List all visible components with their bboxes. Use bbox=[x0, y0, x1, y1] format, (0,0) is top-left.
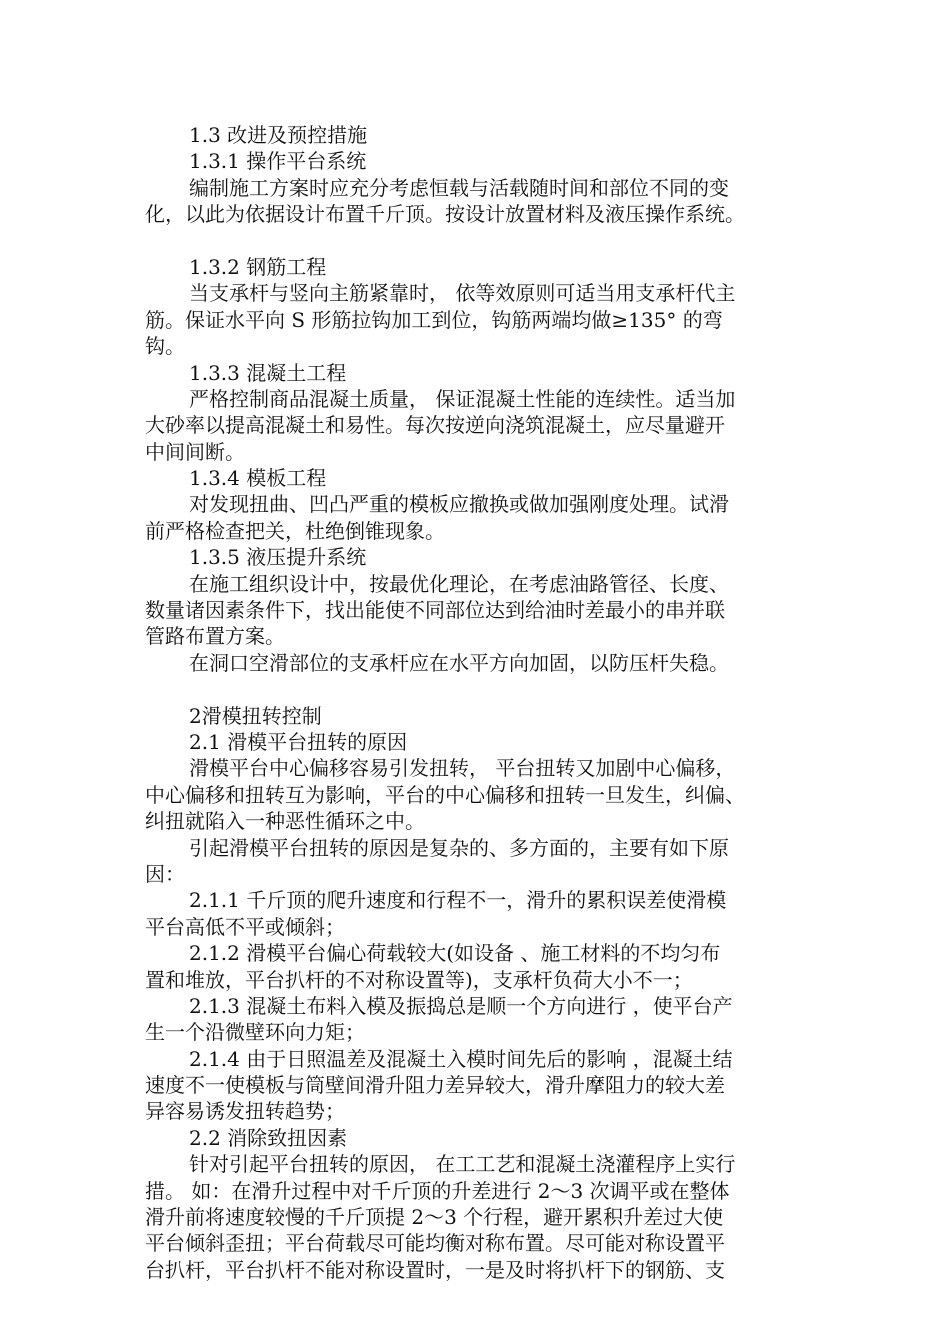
section-heading-1-3-2: 1.3.2 钢筋工程 bbox=[189, 254, 327, 279]
paragraph-line: 编制施工方案时应充分考虑恒载与活载随时间和部位不同的变 bbox=[189, 175, 729, 200]
section-heading-1-3: 1.3 改进及预控措施 bbox=[189, 123, 368, 147]
paragraph-line: 中间间断。 bbox=[145, 439, 245, 464]
paragraph-line: 在施工组织设计中，按最优化理论，在考虑油路管径、长度、 bbox=[189, 571, 729, 596]
paragraph-line: 针对引起平台扭转的原因， 在工工艺和混凝土浇灌程序上实行 bbox=[189, 1152, 736, 1177]
paragraph-line: 数量诸因素条件下，找出能使不同部位达到给油时差最小的串并联 bbox=[145, 598, 725, 623]
paragraph-line: 滑升前将速度较慢的千斤顶提 2～3 个行程，避开累积升差过大使 bbox=[145, 1205, 724, 1230]
paragraph-line: 大砂率以提高混凝土和易性。每次按逆向浇筑混凝土，应尽量避开 bbox=[145, 413, 725, 438]
section-heading-1-3-4: 1.3.4 模板工程 bbox=[189, 466, 327, 491]
document-body bbox=[145, 122, 810, 1283]
paragraph-line: 化，以此为依据设计布置千斤顶。按设计放置材料及液压操作系统。 bbox=[145, 202, 745, 227]
paragraph-line: 引起滑模平台扭转的原因是复杂的、多方面的，主要有如下原 bbox=[189, 835, 729, 860]
paragraph-line: 平台高低不平或倾斜； bbox=[145, 914, 345, 939]
paragraph-line: 中心偏移和扭转互为影响，平台的中心偏移和扭转一旦发生，纠偏、 bbox=[145, 782, 745, 807]
paragraph-line: 2.1.2 滑模平台偏心荷载较大(如设备 、施工材料的不均匀布 bbox=[189, 941, 721, 966]
paragraph-line: 措。 如：在滑升过程中对千斤顶的升差进行 2～3 次调平或在整体 bbox=[145, 1178, 730, 1203]
paragraph-line: 2.1.4 由于日照温差及混凝土入模时间先后的影响 ，混凝土结 bbox=[189, 1046, 733, 1071]
section-heading-2-2: 2.2 消除致扭因素 bbox=[189, 1125, 348, 1150]
paragraph-line: 严格控制商品混凝土质量， 保证混凝土性能的连续性。适当加 bbox=[189, 386, 736, 411]
paragraph-line: 生一个沿微壁环向力矩； bbox=[145, 1020, 365, 1045]
paragraph-line: 台扒杆，平台扒杆不能对称设置时，一是及时将扒杆下的钢筋、支 bbox=[145, 1257, 725, 1282]
paragraph-line: 因： bbox=[145, 861, 185, 886]
section-heading-2-1: 2.1 滑模平台扭转的原因 bbox=[189, 729, 408, 754]
blank-line bbox=[145, 228, 810, 254]
section-heading-1-3-1: 1.3.1 操作平台系统 bbox=[189, 149, 367, 174]
blank-line bbox=[145, 676, 810, 702]
paragraph-line: 前严格检查把关，杜绝倒锥现象。 bbox=[145, 518, 445, 543]
section-heading-1-3-5: 1.3.5 液压提升系统 bbox=[189, 545, 367, 570]
section-heading-2: 2滑模扭转控制 bbox=[189, 703, 322, 728]
paragraph-line: 当支承杆与竖向主筋紧靠时， 依等效原则可适当用支承杆代主 bbox=[189, 281, 736, 306]
paragraph-line: 2.1.1 千斤顶的爬升速度和行程不一，滑升的累积误差使滑模 bbox=[189, 888, 727, 913]
paragraph-line: 对发现扭曲、凹凸严重的模板应撤换或做加强刚度处理。试滑 bbox=[189, 492, 729, 517]
paragraph-line: 在洞口空滑部位的支承杆应在水平方向加固，以防压杆失稳。 bbox=[189, 650, 729, 675]
paragraph-line: 管路布置方案。 bbox=[145, 624, 285, 649]
paragraph-line: 置和堆放，平台扒杆的不对称设置等)，支承杆负荷大小不一； bbox=[145, 967, 693, 992]
paragraph-line: 平台倾斜歪扭；平台荷载尽可能均衡对称布置。尽可能对称设置平 bbox=[145, 1231, 725, 1256]
section-heading-1-3-3: 1.3.3 混凝土工程 bbox=[189, 360, 347, 385]
paragraph-line: 筋。保证水平向 S 形筋拉钩加工到位，钩筋两端均做≥135° 的弯 bbox=[145, 307, 723, 332]
paragraph-line: 速度不一使模板与筒壁间滑升阻力差异较大，滑升摩阻力的较大差 bbox=[145, 1073, 725, 1098]
paragraph-line: 纠扭就陷入一种恶性循环之中。 bbox=[145, 809, 425, 834]
paragraph-line: 2.1.3 混凝土布料入模及振捣总是顺一个方向进行 ，使平台产 bbox=[189, 993, 733, 1018]
paragraph-line: 异容易诱发扭转趋势； bbox=[145, 1099, 345, 1124]
paragraph-line: 滑模平台中心偏移容易引发扭转， 平台扭转又加剧中心偏移， bbox=[189, 756, 736, 781]
paragraph-line: 钩。 bbox=[145, 334, 185, 359]
